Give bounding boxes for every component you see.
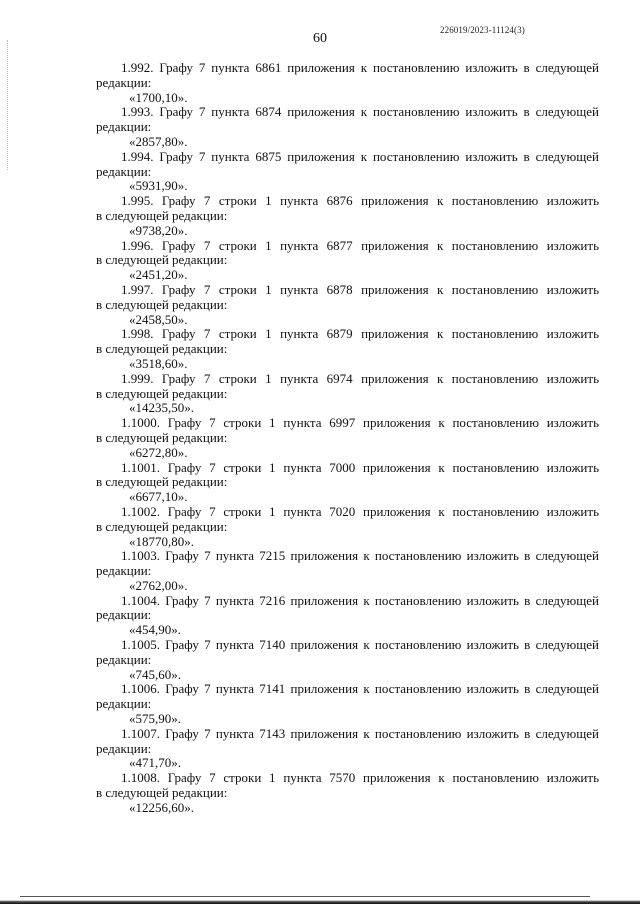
amendment-entry [96, 150, 599, 194]
entry-first-line: 1.1007. Графу 7 пункта 7143 приложения к постановлению изложить в следующей [121, 725, 599, 741]
amendment-entry [96, 505, 599, 549]
entry-continuation: редакции: [96, 740, 152, 756]
entry-first-line: 1.1006. Графу 7 пункта 7141 приложения к постановлению изложить в следующей [121, 681, 599, 697]
entry-first-line: 1.995. Графу 7 строки 1 пункта 6876 приложения к постановлению изложить [121, 193, 599, 209]
entry-value: «6677,10». [129, 489, 188, 505]
amendment-entry [96, 549, 599, 593]
entry-first-line: 1.1001. Графу 7 строки 1 пункта 7000 приложения к постановлению изложить [121, 459, 599, 475]
entry-first-line: 1.996. Графу 7 строки 1 пункта 6877 приложения к постановлению изложить [121, 237, 599, 253]
entry-value: «2762,00». [129, 577, 188, 593]
entry-first-line: 1.992. Графу 7 пункта 6861 приложения к постановлению изложить в следующей [121, 60, 599, 75]
amendment-entry [96, 283, 599, 327]
amendment-entry [96, 727, 599, 771]
entry-value: «12256,60». [129, 799, 194, 815]
entry-continuation: в следующей редакции: [96, 207, 228, 223]
entry-continuation: в следующей редакции: [96, 474, 228, 490]
entry-value: «2451,20». [129, 267, 188, 283]
amendment-entry [96, 461, 599, 505]
entry-first-line: 1.1000. Графу 7 строки 1 пункта 6997 приложения к постановлению изложить [121, 415, 599, 431]
document-number: 226019/2023-11124(3) [440, 25, 525, 35]
entry-continuation: редакции: [96, 163, 152, 179]
entry-value: «471,70». [129, 755, 181, 771]
amendment-entry [96, 682, 599, 726]
amendment-entry [96, 594, 599, 638]
entry-first-line: 1.1005. Графу 7 пункта 7140 приложения к постановлению изложить в следующей [121, 637, 599, 653]
entry-continuation: в следующей редакции: [96, 385, 228, 401]
entry-first-line: 1.1008. Графу 7 строки 1 пункта 7570 приложения к постановлению изложить [121, 770, 599, 786]
entry-first-line: 1.1002. Графу 7 строки 1 пункта 7020 приложения к постановлению изложить [121, 503, 599, 519]
amendment-entry [96, 194, 599, 238]
entry-first-line: 1.993. Графу 7 пункта 6874 приложения к постановлению изложить в следующей [121, 104, 599, 120]
entry-first-line: 1.998. Графу 7 строки 1 пункта 6879 приложения к постановлению изложить [121, 326, 599, 342]
entry-continuation: редакции: [96, 607, 152, 623]
entry-value: «5931,90». [129, 178, 188, 194]
entry-continuation: редакции: [96, 696, 152, 712]
entry-first-line: 1.994. Графу 7 пункта 6875 приложения к постановлению изложить в следующей [121, 148, 599, 164]
scan-margin-marks [7, 40, 10, 170]
entry-first-line: 1.997. Графу 7 строки 1 пункта 6878 приложения к постановлению изложить [121, 281, 599, 297]
amendment-entry [96, 638, 599, 682]
amendment-entry [96, 372, 599, 416]
entry-first-line: 1.1004. Графу 7 пункта 7216 приложения к постановлению изложить в следующей [121, 592, 599, 608]
entry-continuation: в следующей редакции: [96, 296, 228, 312]
entry-value: «14235,50». [129, 400, 194, 416]
amendment-entry [96, 327, 599, 371]
entry-continuation: редакции: [96, 563, 152, 579]
entry-continuation: в следующей редакции: [96, 429, 228, 445]
entry-first-line: 1.1003. Графу 7 пункта 7215 приложения к постановлению изложить в следующей [121, 548, 599, 564]
entry-value: «9738,20». [129, 222, 188, 238]
entry-continuation: в следующей редакции: [96, 785, 228, 801]
entry-value: «2458,50». [129, 311, 188, 327]
amendment-entry [96, 771, 599, 815]
page-number: 60 [313, 31, 327, 46]
entry-continuation: редакции: [96, 651, 152, 667]
entry-value: «575,90». [129, 711, 181, 727]
entry-continuation: редакции: [96, 119, 152, 135]
entry-value: «454,90». [129, 622, 181, 638]
entry-value: «2857,80». [129, 133, 188, 149]
amendment-entry [96, 105, 599, 149]
amendment-entry [96, 61, 599, 105]
entry-value: «18770,80». [129, 533, 194, 549]
entry-first-line: 1.999. Графу 7 строки 1 пункта 6974 приложения к постановлению изложить [121, 370, 599, 386]
amendment-entry [96, 416, 599, 460]
scan-bottom-edge [0, 900, 640, 904]
entry-continuation: редакции: [96, 74, 152, 90]
document-body [96, 61, 599, 816]
entry-value: «1700,10». [129, 89, 188, 105]
entry-continuation: в следующей редакции: [96, 252, 228, 268]
entry-value: «6272,80». [129, 444, 188, 460]
entry-value: «745,60». [129, 666, 181, 682]
entry-value: «3518,60». [129, 355, 188, 371]
entry-continuation: в следующей редакции: [96, 341, 228, 357]
amendment-entry [96, 239, 599, 283]
scan-streak [20, 896, 590, 897]
entry-continuation: в следующей редакции: [96, 518, 228, 534]
